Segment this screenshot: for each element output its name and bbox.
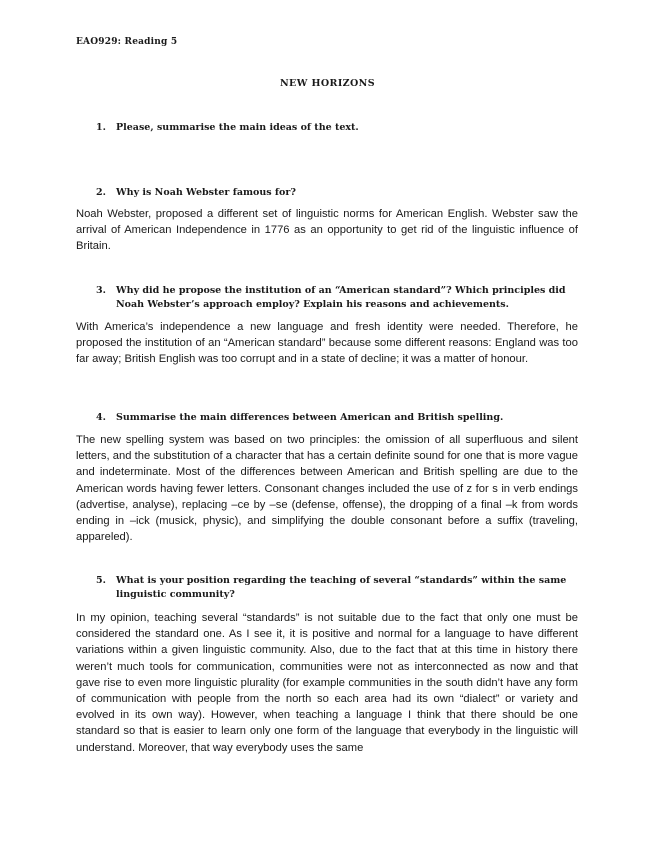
question-4 <box>96 411 580 425</box>
question-number: 2. <box>96 187 106 198</box>
question-5 <box>96 574 580 602</box>
question-number: 4. <box>96 412 106 423</box>
answer-2: Noah Webster, proposed a different set of linguistic norms for American English. Webster saw the arrival of American Independence in 1776 as an opportunity to get rid of the linguistic influence of Britain. <box>76 208 578 253</box>
question-number: 5. <box>96 575 106 586</box>
question-2 <box>96 186 580 200</box>
course-code: EAO929: Reading 5 <box>76 37 178 47</box>
question-3 <box>96 284 580 312</box>
question-text: Summarise the main differences between American and British spelling. <box>116 412 504 423</box>
question-number: 3. <box>96 285 106 296</box>
answer-5: In my opinion, teaching several “standards” is not suitable due to the fact that only one must be considered the standard one. As I see it, it is positive and normal for a language to have different variations within a given linguistic community. Also, due to the fact that at this time in history there weren’t much tools for communication, communities were not as interconnected as now and that gave rise to even more linguistic plurality (for example communities in the south didn’t have any form of communication with people from the north so each area had its own “dialect” or variety and evolved in its own way). However, when teaching a language I think that there should be one standard so that is easier to learn only one form of the language that everybody in the linguistic will understand. Moreover, that way everybody uses the same <box>76 612 578 754</box>
question-1 <box>96 121 580 135</box>
question-text: Please, summarise the main ideas of the text. <box>116 122 359 133</box>
answer-3: With America’s independence a new language and fresh identity were needed. Therefore, he proposed the institution of an “American standard” because some different reasons: England was too far away; British English was too corrupt and in a state of decline; it was a matter of honour. <box>76 321 578 366</box>
answer-4: The new spelling system was based on two principles: the omission of all superfluous and silent letters, and the substitution of a character that has a certain definite sound for one that is more vague and indeterminate. Most of the differences between American and British spelling are due to the American words having fewer letters. Consonant changes included the use of z for s in verb endings (advertise, analyse), replacing –ce by –se (defense, offense), the dropping of a final –k from words ending in –ick (musick, physic), and simplifying the double consonant before a suffix (traveling, appareled). <box>76 434 578 544</box>
question-text: Why is Noah Webster famous for? <box>116 187 296 198</box>
question-number: 1. <box>96 122 106 133</box>
question-text: Why did he propose the institution of an “American standard”? Which principles did Noah Webster’s approach employ? Explain his reasons and achievements. <box>116 285 566 310</box>
page-title: NEW HORIZONS <box>279 78 376 89</box>
question-text: What is your position regarding the teaching of several “standards” within the same linguistic community? <box>116 575 567 600</box>
